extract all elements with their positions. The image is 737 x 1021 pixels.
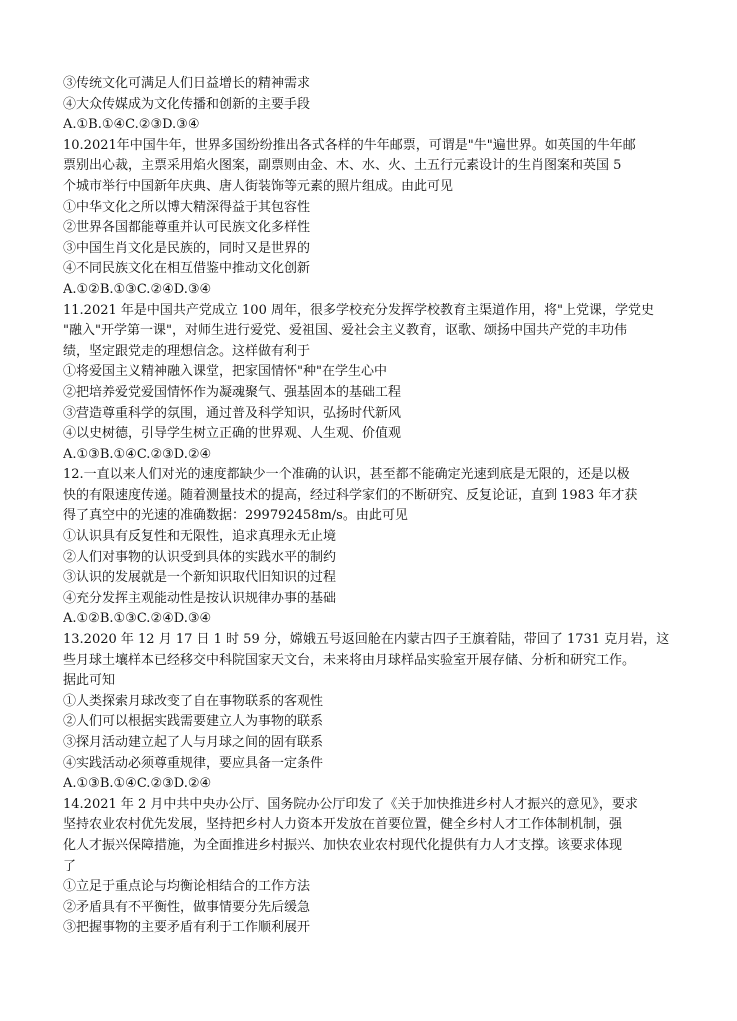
text-line: ②人们可以根据实践需要建立人为事物的联系 bbox=[63, 714, 324, 730]
text-line: 13.2020 年 12 月 17 日 1 时 59 分，嫦娥五号返回舱在内蒙古四子王旗着陆，带回了 1731 克月岩，这 bbox=[63, 632, 670, 648]
text-line: ③营造尊重科学的氛围，通过普及科学知识，弘扬时代新风 bbox=[63, 405, 402, 421]
text-line: ②人们对事物的认识受到具体的实践水平的制约 bbox=[63, 549, 337, 565]
text-line: 化人才振兴保障措施，为全面推进乡村振兴、加快农业农村现代化提供有力人才支撑。该要求体现 bbox=[63, 837, 623, 853]
text-line: ①认识具有反复性和无限性，追求真理永无止境 bbox=[63, 529, 337, 545]
text-line: ③探月活动建立起了人与月球之间的固有联系 bbox=[63, 735, 324, 750]
text-line: ③认识的发展就是一个新知识取代旧知识的过程 bbox=[63, 570, 337, 586]
text-line: 快的有限速度传递。随着测量技术的提高，经过科学家们的不断研究、反复论证，直到 1983 年才获 bbox=[63, 487, 638, 503]
text-line: A.①②B.①③C.②④D.③④ bbox=[63, 281, 212, 297]
text-line: 得了真空中的光速的准确数据：299792458m/s。由此可见 bbox=[63, 508, 408, 524]
text-line: ①人类探索月球改变了自在事物联系的客观性 bbox=[63, 693, 324, 709]
text-line: "融入"开学第一课"，对师生进行爱党、爱祖国、爱社会主义教育，讴歌、颂扬中国共产党的丰功伟 bbox=[63, 323, 627, 339]
text-line: ④不同民族文化在相互借鉴中推动文化创新 bbox=[63, 261, 311, 277]
text-line: ①将爱国主义精神融入课堂，把家国情怀"种"在学生心中 bbox=[63, 364, 387, 380]
text-line: ③中国生肖文化是民族的，同时又是世界的 bbox=[63, 240, 311, 256]
text-line: ②把培养爱党爱国情怀作为凝魂聚气、强基固本的基础工程 bbox=[63, 384, 402, 400]
text-line: ④大众传媒成为文化传播和创新的主要手段 bbox=[63, 96, 311, 112]
text-line: ①立足于重点论与均衡论相结合的工作方法 bbox=[63, 879, 311, 895]
text-line: 12.一直以来人们对光的速度都缺少一个准确的认识，甚至都不能确定光速到底是无限的，还是以极 bbox=[63, 467, 630, 483]
text-line: ③把握事物的主要矛盾有利于工作顺利展开 bbox=[63, 920, 311, 936]
text-line: ①中华文化之所以博大精深得益于其包容性 bbox=[63, 199, 311, 215]
text-line: 些月球土壤样本已经移交中科院国家天文台，未来将由月球样品实验室开展存储、分析和研究工作。 bbox=[63, 652, 636, 668]
text-line: ②矛盾具有不平衡性，做事情要分先后缓急 bbox=[63, 899, 311, 915]
text-line: ④实践活动必须尊重规律，要应具备一定条件 bbox=[63, 755, 324, 771]
text-line: A.①②B.①③C.②④D.③④ bbox=[63, 611, 212, 627]
text-line: 个城市举行中国新年庆典、唐人街装饰等元素的照片组成。由此可见 bbox=[63, 178, 454, 194]
text-line: 绩，坚定跟党走的理想信念。这样做有利于 bbox=[63, 343, 311, 359]
text-line: 据此可知 bbox=[63, 673, 116, 689]
text-line: 票别出心裁，主票采用焰火图案，副票则由金、木、水、火、土五行元素设计的生肖图案和英国 5 bbox=[63, 158, 622, 174]
exam-document bbox=[63, 74, 683, 939]
text-line: 坚持农业农村优先发展，坚持把乡村人力资本开发放在首要位置，健全乡村人才工作体制机制，强 bbox=[63, 817, 623, 833]
text-line: 11.2021 年是中国共产党成立 100 周年，很多学校充分发挥学校教育主渠道作用，将"上党课，学党史 bbox=[63, 302, 654, 318]
text-line: A.①③B.①④C.②③D.②④ bbox=[63, 446, 212, 462]
text-line: A.①③B.①④C.②③D.②④ bbox=[63, 776, 212, 792]
text-line: ③传统文化可满足人们日益增长的精神需求 bbox=[63, 76, 311, 91]
text-line: A.①B.①④C.②③D.③④ bbox=[63, 117, 200, 133]
text-line: 14.2021 年 2 月中共中央办公厅、国务院办公厅印发了《关于加快推进乡村人才振兴的意见》，要求 bbox=[63, 796, 638, 812]
text-line: ④以史树德，引导学生树立正确的世界观、人生观、价值观 bbox=[63, 426, 402, 442]
text-line: 10.2021年中国牛年，世界多国纷纷推出各式各样的牛年邮票，可谓是"牛"遍世界。如英国的牛年邮 bbox=[63, 137, 636, 153]
text-line: ②世界各国都能尊重并认可民族文化多样性 bbox=[63, 220, 311, 236]
text-line: 了 bbox=[63, 858, 77, 874]
text-line: ④充分发挥主观能动性是按认识规律办事的基础 bbox=[63, 590, 337, 606]
